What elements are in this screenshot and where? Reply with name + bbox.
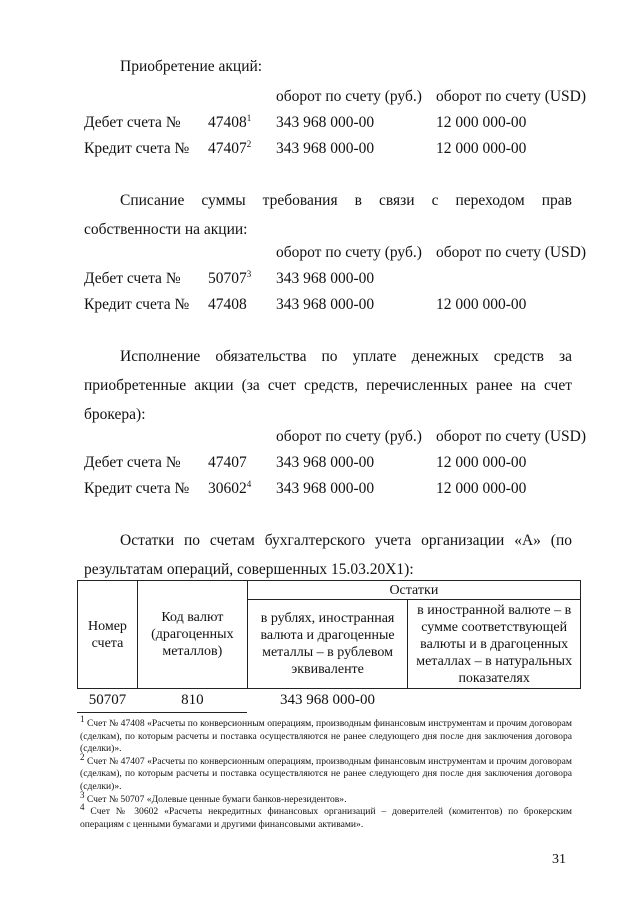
account-number: 50707$^3$ — [208, 268, 252, 287]
header-account-number: Номер счета — [78, 581, 138, 689]
footnote-ref: 4 — [246, 478, 252, 489]
table-row — [78, 689, 581, 710]
account-number: 47407$^2$ — [208, 138, 252, 157]
footnote-4: $^4$ Счет № 30602 «Расчеты некредитных финансовых организаций – доверителей (комитентов) по брокерским операциям с ценными бумагами и другими финансовыми активами». — [80, 801, 572, 830]
turnover-rub: 343 968 000-00 — [276, 114, 375, 131]
page-number: 31 — [552, 852, 566, 867]
section-1-debit-row — [0, 114, 640, 134]
header-foreign-currency: в иностранной валюте – в сумме соответствующей валюты и в драгоценных металлах – в натуральных показателях — [408, 600, 581, 689]
footnote-ref: 1 — [246, 112, 252, 123]
section-1-heading: Приобретение акций: — [120, 58, 263, 75]
header-rub-equivalent: в рублях, иностранная валюта и драгоценные металлы – в рублевом эквиваленте — [247, 600, 408, 689]
row-label: Кредит счета № — [84, 480, 190, 497]
footnote-ref: 2 — [246, 138, 252, 149]
section-3-debit-row — [0, 454, 640, 474]
footnote-1: $^1$ Счет № 47408 «Расчеты по конверсионным операциям, производным финансовым инструментам и прочим договорам (сделкам), по которым расчеты и поставка осуществляются не ранее следующего дня после дня заключения договора (сделки)». — [80, 713, 572, 755]
turnover-rub: 343 968 000-00 — [276, 296, 375, 313]
cell-currency-code: 810 — [137, 689, 247, 710]
turnover-rub: 343 968 000-00 — [276, 454, 375, 471]
turnover-usd: 12 000 000-00 — [436, 114, 527, 131]
row-label: Дебет счета № — [84, 114, 181, 131]
balances-intro: Остатки по счетам бухгалтерского учета организации «А» (по результатам операций, совершенных 15.03.20Х1): — [84, 532, 572, 578]
footnote-3: $^3$ Счет № 50707 «Долевые ценные бумаги банков-нерезидентов». — [80, 789, 347, 805]
section-1-col-usd: оборот по счету (USD) — [436, 88, 587, 105]
cell-rub-balance: 343 968 000-00 — [247, 689, 408, 710]
section-3-col-usd: оборот по счету (USD) — [436, 428, 587, 445]
turnover-rub: 343 968 000-00 — [276, 140, 375, 157]
section-3-col-rub: оборот по счету (руб.) — [276, 428, 422, 445]
footnotes — [80, 713, 572, 831]
account-number: 47407 — [208, 454, 247, 471]
turnover-usd: 12 000 000-00 — [436, 296, 527, 313]
footnote-divider — [77, 712, 247, 713]
footnote-ref: 3 — [246, 268, 252, 279]
section-2-heading: Списание суммы требования в связи с переходом прав собственности на акции: — [84, 192, 572, 238]
section-3-credit-row — [0, 480, 640, 500]
turnover-rub: 343 968 000-00 — [276, 270, 375, 287]
row-label: Кредит счета № — [84, 296, 190, 313]
row-label: Дебет счета № — [84, 270, 181, 287]
section-1-credit-row — [0, 140, 640, 160]
account-number: 47408 — [208, 296, 247, 313]
cell-foreign-balance — [408, 689, 581, 710]
section-2-col-usd: оборот по счету (USD) — [436, 244, 587, 261]
cell-account-number: 50707 — [78, 689, 138, 710]
balances-table — [77, 580, 581, 709]
turnover-usd: 12 000 000-00 — [436, 140, 527, 157]
footnote-2: $^2$ Счет № 47407 «Расчеты по конверсионным операциям, производным финансовым инструментам и прочим договорам (сделкам), по которым расчеты и поставка осуществляются не ранее следующего дня после дня заключения договора (сделки)». — [80, 751, 572, 792]
section-2-col-rub: оборот по счету (руб.) — [276, 244, 422, 261]
section-2-credit-row — [0, 296, 640, 316]
section-1-col-rub: оборот по счету (руб.) — [276, 88, 422, 105]
row-label: Дебет счета № — [84, 454, 181, 471]
turnover-usd: 12 000 000-00 — [436, 454, 527, 471]
account-number: 47408$^1$ — [208, 112, 252, 131]
section-3-heading: Исполнение обязательства по уплате денежных средств за приобретенные акции (за счет средств, перечисленных ранее на счет брокера): — [84, 348, 572, 423]
row-label: Кредит счета № — [84, 140, 190, 157]
header-currency-code: Код валют (драгоценных металлов) — [137, 581, 247, 689]
section-2-debit-row — [0, 270, 640, 290]
turnover-rub: 343 968 000-00 — [276, 480, 375, 497]
account-number: 30602$^4$ — [208, 478, 252, 497]
header-balances: Остатки — [247, 581, 580, 600]
turnover-usd: 12 000 000-00 — [436, 480, 527, 497]
